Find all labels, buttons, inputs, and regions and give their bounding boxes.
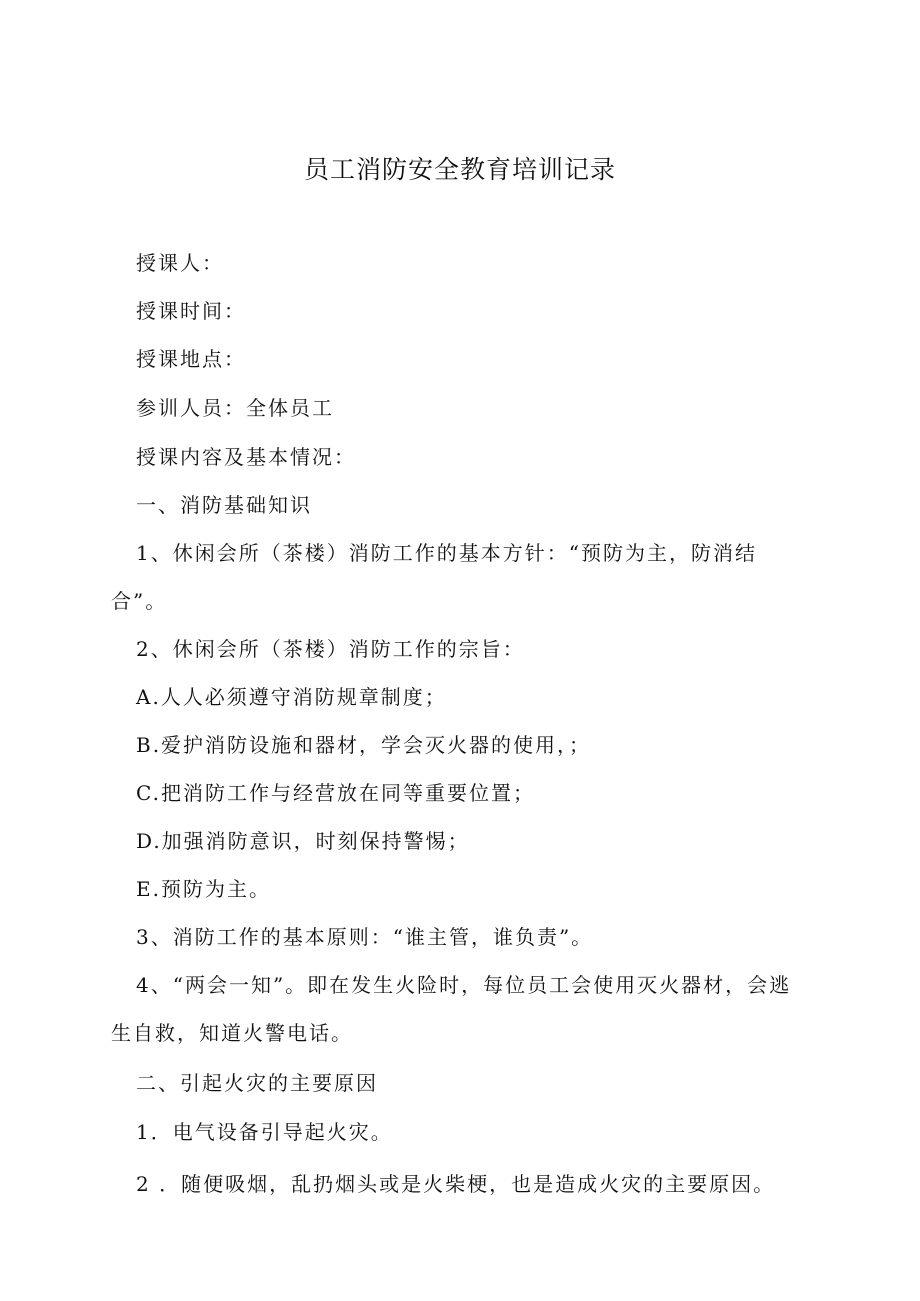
participants-field: 参训人员：全体员工 [136, 396, 334, 420]
section1-item2: 2、休闲会所（茶楼）消防工作的宗旨： [136, 637, 525, 661]
section2-heading: 二、引起火灾的主要原因 [136, 1071, 378, 1095]
section1-heading: 一、消防基础知识 [136, 493, 312, 517]
content-heading: 授课内容及基本情况： [136, 445, 356, 469]
option-c: C.把消防工作与经营放在同等重要位置； [136, 781, 535, 805]
time-field: 授课时间： [136, 299, 246, 323]
section1-item1-line1: 1、休闲会所（茶楼）消防工作的基本方针：“预防为主，防消结 [136, 541, 757, 565]
section1-item3: 3、消防工作的基本原则：“谁主管，谁负责”。 [136, 925, 594, 949]
option-d: D.加强消防意识，时刻保持警惕； [136, 829, 470, 853]
option-a: A.人人必须遵守消防规章制度； [136, 685, 447, 709]
section2-item2: 2 ．随便吸烟，乱扔烟头或是火柴梗，也是造成火灾的主要原因。 [136, 1172, 776, 1196]
location-field: 授课地点： [136, 347, 246, 371]
section1-item1-line2: 合”。 [111, 589, 168, 613]
option-e: E.预防为主。 [136, 877, 271, 901]
section2-item1: 1．电气设备引导起火灾。 [136, 1120, 393, 1144]
document-title: 员工消防安全教育培训记录 [303, 155, 616, 184]
option-b: B.爱护消防设施和器材，学会灭火器的使用，； [136, 733, 592, 757]
section1-item4-line1: 4、“两会一知”。即在发生火险时，每位员工会使用灭火器材，会逃 [136, 973, 792, 997]
section1-item4-line2: 生自救，知道火警电话。 [111, 1021, 353, 1045]
instructor-field: 授课人： [136, 251, 224, 275]
